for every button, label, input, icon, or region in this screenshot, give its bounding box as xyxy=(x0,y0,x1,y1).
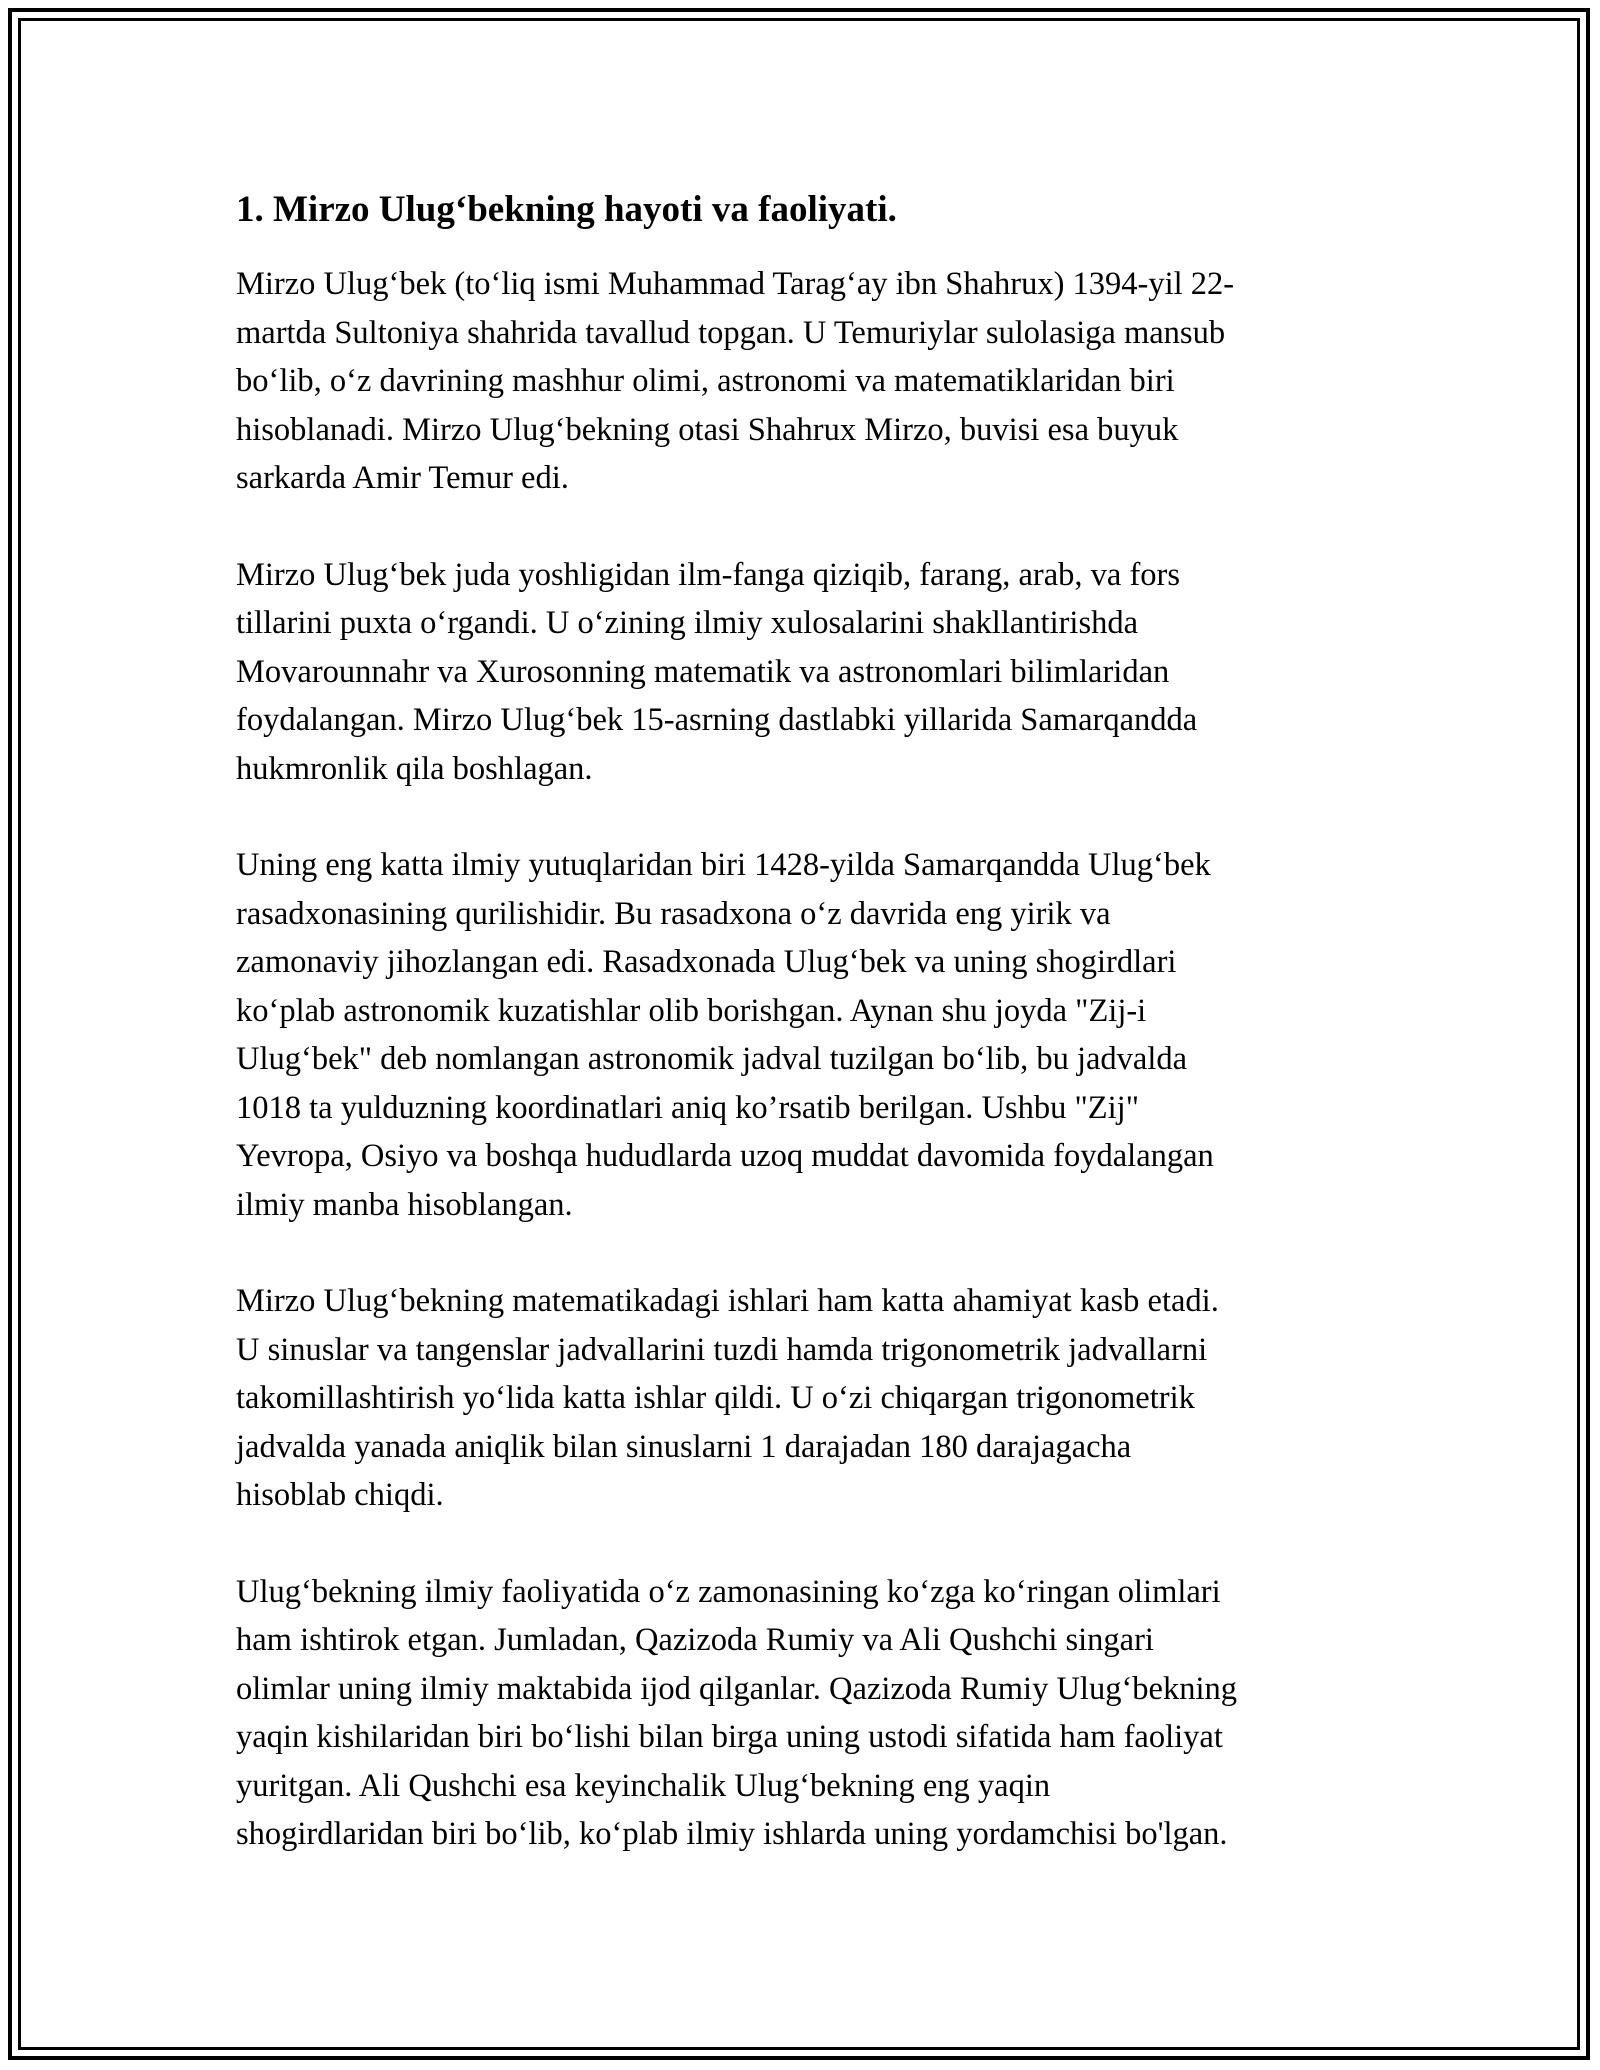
text-line: tillarini puxta o‘rgandi. U o‘zining ilmiy xulosalarini shakllantirishda xyxy=(236,605,1139,641)
text-line: Mirzo Ulug‘bek juda yoshligidan ilm-fanga qiziqib, farang, arab, va fors xyxy=(236,556,1181,593)
text-line: foydalangan. Mirzo Ulug‘bek 15-asrning dastlabki yillarida Samarqandda xyxy=(236,702,1198,738)
text-line: 1018 ta yulduzning koordinatlari aniq ko’rsatib berilgan. Ushbu "Zij" xyxy=(236,1089,1139,1126)
text-line: bo‘lib, o‘z davrining mashhur olimi, astronomi va matematiklaridan biri xyxy=(236,363,1175,399)
text-line: Mirzo Ulug‘bekning matematikadagi ishlari ham katta ahamiyat kasb etadi. xyxy=(236,1283,1219,1319)
paragraph-education xyxy=(236,551,1386,794)
paragraph-mathematics xyxy=(236,1277,1386,1520)
text-line: olimlar uning ilmiy maktabida ijod qilganlar. Qazizoda Rumiy Ulug‘bekning xyxy=(236,1670,1237,1707)
text-line: Yevropa, Osiyo va boshqa hududlarda uzoq muddat davomida foydalangan xyxy=(236,1138,1214,1174)
section-title: 1. Mirzo Ulug‘bekning hayoti va faoliyati. xyxy=(236,189,897,230)
paragraph-biography xyxy=(236,260,1386,503)
text-line: ham ishtirok etgan. Jumladan, Qazizoda Rumiy va Ali Qushchi singari xyxy=(236,1622,1154,1658)
text-line: sarkarda Amir Temur edi. xyxy=(236,460,569,496)
text-line: Ulug‘bekning ilmiy faoliyatida o‘z zamonasining ko‘zga ko‘ringan olimlari xyxy=(236,1573,1221,1610)
text-line: hisoblab chiqdi. xyxy=(236,1477,444,1513)
text-line: hukmronlik qila boshlagan. xyxy=(236,750,593,787)
text-line: rasadxonasining qurilishidir. Bu rasadxona o‘z davrida eng yirik va xyxy=(236,895,1111,932)
text-line: zamonaviy jihozlangan edi. Rasadxonada Ulug‘bek va uning shogirdlari xyxy=(236,944,1177,980)
text-line: shogirdlaridan biri bo‘lib, ko‘plab ilmiy ishlarda uning yordamchisi bo'lgan. xyxy=(236,1816,1228,1852)
text-line: takomillashtirish yo‘lida katta ishlar qildi. U o‘zi chiqargan trigonometrik xyxy=(236,1380,1195,1416)
text-line: yaqin kishilaridan biri bo‘lishi bilan birga uning ustodi sifatida ham faoliyat xyxy=(236,1719,1223,1755)
document-body xyxy=(236,186,1386,1907)
text-line: hisoblanadi. Mirzo Ulug‘bekning otasi Shahrux Mirzo, buvisi esa buyuk xyxy=(236,411,1179,448)
text-line: yuritgan. Ali Qushchi esa keyinchalik Ulug‘bekning eng yaqin xyxy=(236,1767,1051,1804)
text-line: ilmiy manba hisoblangan. xyxy=(236,1186,573,1223)
text-line: Ulug‘bek" deb nomlangan astronomik jadval tuzilgan bo‘lib, bu jadvalda xyxy=(236,1041,1188,1077)
paragraph-observatory xyxy=(236,841,1386,1229)
text-line: ko‘plab astronomik kuzatishlar olib borishgan. Aynan shu joyda "Zij-i xyxy=(236,992,1147,1029)
text-line: jadvalda yanada aniqlik bilan sinuslarni 1 darajadan 180 darajagacha xyxy=(236,1428,1132,1465)
text-line: Mirzo Ulug‘bek (to‘liq ismi Muhammad Tarag‘ay ibn Shahrux) 1394-yil 22- xyxy=(236,266,1235,302)
text-line: Movarounnahr va Xurosonning matematik va astronomlari bilimlaridan xyxy=(236,653,1170,690)
text-line: martda Sultoniya shahrida tavallud topgan. U Temuriylar sulolasiga mansub xyxy=(236,314,1226,351)
text-line: U sinuslar va tangenslar jadvallarini tuzdi hamda trigonometrik jadvallarni xyxy=(236,1331,1208,1368)
paragraph-scholars xyxy=(236,1568,1386,1859)
text-line: Uning eng katta ilmiy yutuqlaridan biri 1428-yilda Samarqandda Ulug‘bek xyxy=(236,847,1211,883)
